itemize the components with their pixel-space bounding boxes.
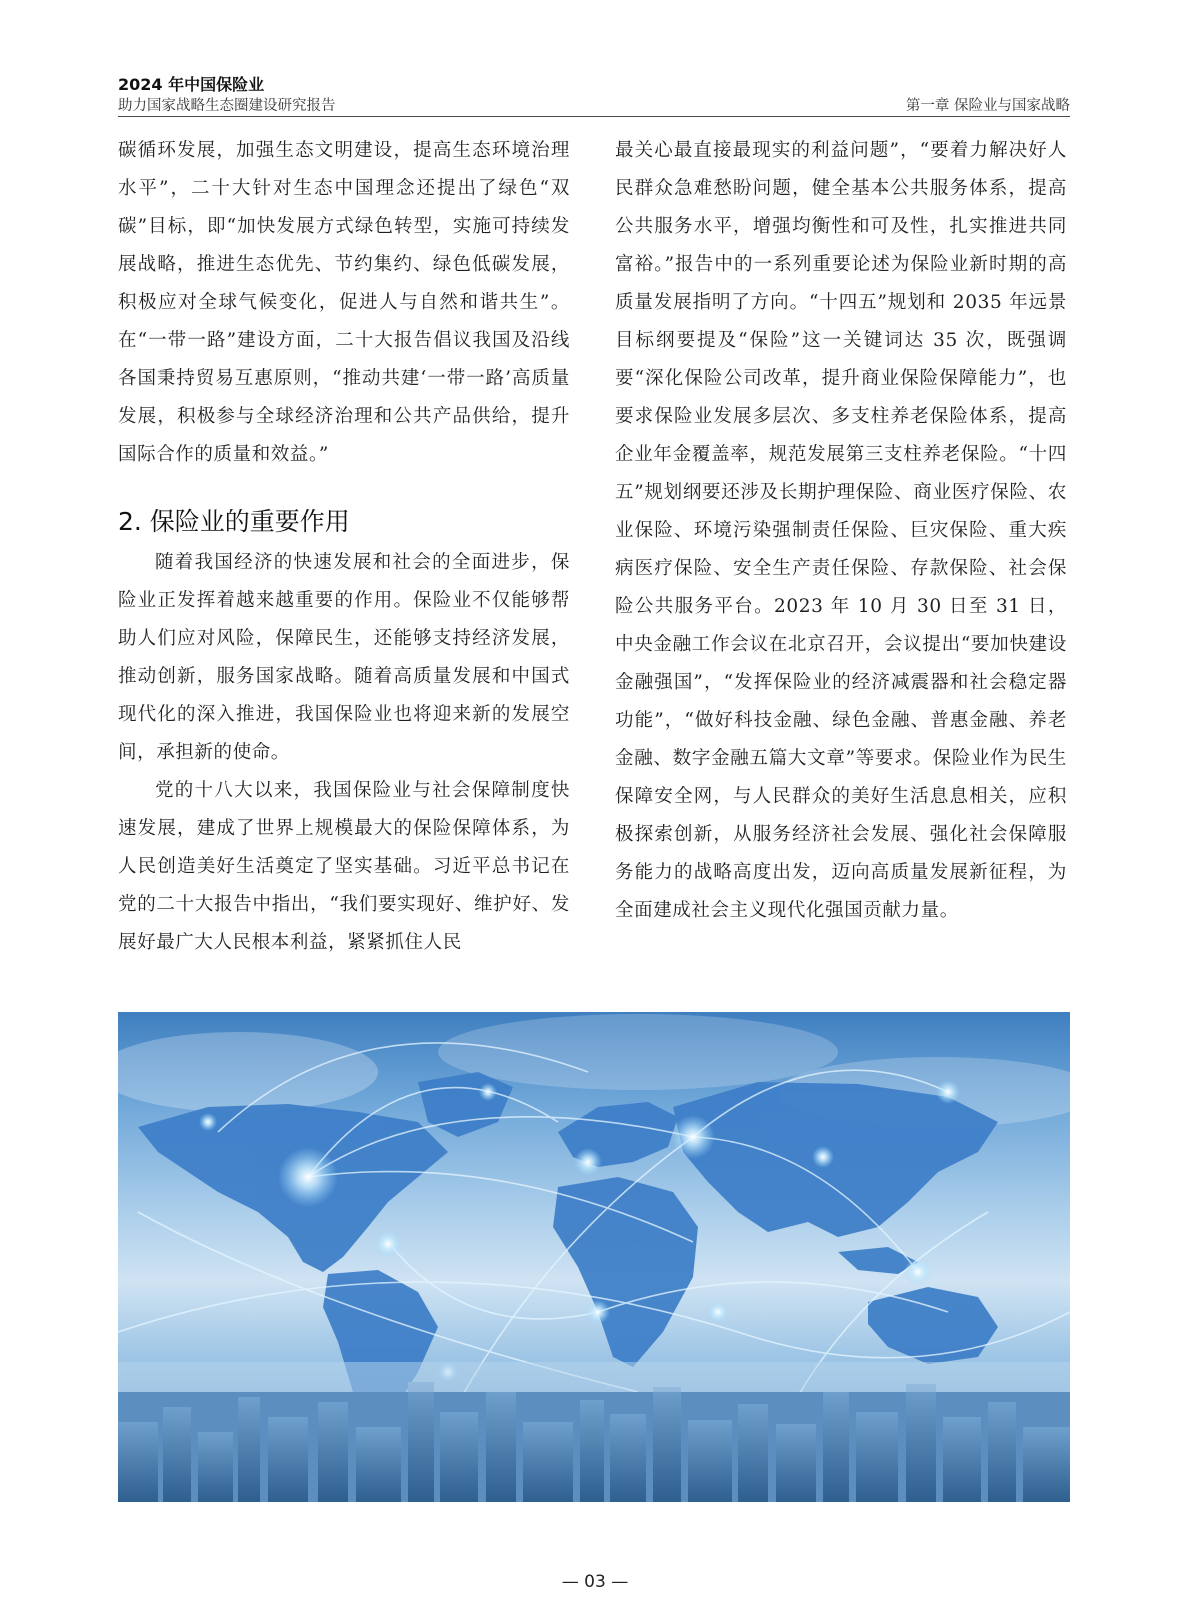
world-map-illustration (118, 1012, 1070, 1502)
page-header (118, 70, 1070, 117)
section-heading: 2. 保险业的重要作用 (118, 507, 350, 536)
chapter-title: 第一章 保险业与国家战略 (905, 98, 1070, 114)
city-skyline (118, 1382, 1070, 1502)
report-year-title: 2024 年中国保险业 (118, 75, 265, 94)
left-paragraph-1: 碳循环发展，加强生态文明建设，提高生态环境治理水平”，二十大针对生态中国理念还提出了绿色“双碳”目标，即“加快发展方式绿色转型，实施可持续发展战略，推进生态优先、节约集约、绿色低碳发展，积极应对全球气候变化，促进人与自然和谐共生”。在“一带一路”建设方面，二十大报告倡议我国及沿线各国秉持贸易互惠原则，“推动共建‘一带一路’高质量发展，积极参与全球经济治理和公共产品供给，提升国际合作的质量和效益。” (118, 140, 570, 465)
report-subtitle: 助力国家战略生态圈建设研究报告 (118, 98, 336, 114)
right-text-column (615, 132, 1067, 930)
left-text-column (118, 132, 570, 962)
left-paragraph-2: 随着我国经济的快速发展和社会的全面进步，保险业正发挥着越来越重要的作用。保险业不仅能够帮助人们应对风险，保障民生，还能够支持经济发展，推动创新，服务国家战略。随着高质量发展和中国式现代化的深入推进，我国保险业也将迎来新的发展空间，承担新的使命。 (118, 552, 570, 763)
right-paragraph-1: 最关心最直接最现实的利益问题”，“要着力解决好人民群众急难愁盼问题，健全基本公共服务体系，提高公共服务水平，增强均衡性和可及性，扎实推进共同富裕。”报告中的一系列重要论述为保险业新时期的高质量发展指明了方向。“十四五”规划和 2035 年远景目标纲要提及“保险”这一关键词达 35 次，既强调要“深化保险公司改革，提升商业保险保障能力”，也要求保险业发展多层次、多支柱养老保险体系，提高企业年金覆盖率，规范发展第三支柱养老保险。“十四五”规划纲要还涉及长期护理保险、商业医疗保险、农业保险、环境污染强制责任保险、巨灾保险、重大疾病医疗保险、安全生产责任保险、存款保险、社会保险公共服务平台。2023 年 10 月 30 日至 31 日，中央金融工作会议在北京召开，会议提出“要加快建设金融强国”，“发挥保险业的经济减震器和社会稳定器功能”，“做好科技金融、绿色金融、普惠金融、养老金融、数字金融五篇大文章”等要求。保险业作为民生保障安全网，与人民群众的美好生活息息相关，应积极探索创新，从服务经济社会发展、强化社会保障服务能力的战略高度出发，迈向高质量发展新征程，为全面建成社会主义现代化强国贡献力量。 (615, 140, 1067, 921)
world-network-city-image (118, 1012, 1070, 1502)
left-paragraph-3: 党的十八大以来，我国保险业与社会保障制度快速发展，建成了世界上规模最大的保险保障体系，为人民创造美好生活奠定了坚实基础。习近平总书记在党的二十大报告中指出，“我们要实现好、维护好、发展好最广大人民根本利益，紧紧抓住人民 (118, 780, 570, 953)
page-number: — 03 — (561, 1572, 629, 1592)
